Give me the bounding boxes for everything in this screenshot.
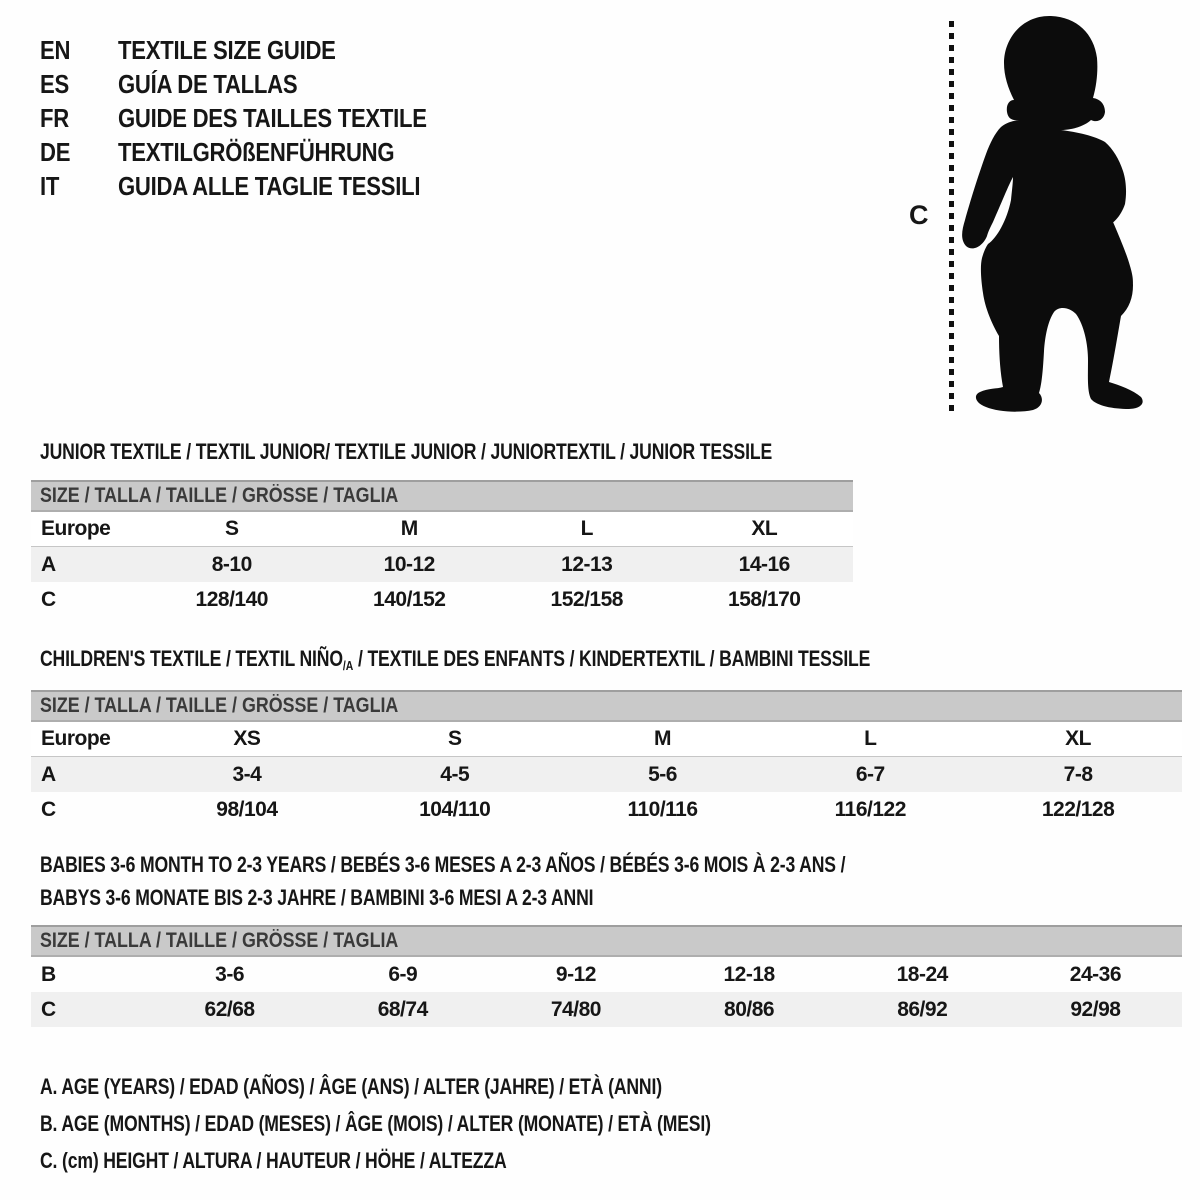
legend-line-b: B. AGE (MONTHS) / EDAD (MESES) / ÂGE (MOIS) / ALTER (MONATE) / ETÀ (MESI) — [40, 1111, 711, 1136]
children-age-row — [31, 757, 1182, 792]
size-column-header: S — [224, 517, 239, 540]
size-cell: 6-9 — [388, 962, 418, 986]
row-label: A — [41, 552, 56, 576]
region-label: Europe — [41, 517, 111, 540]
children-height-row — [31, 792, 1182, 827]
size-column-header: XL — [751, 517, 778, 540]
language-title-list — [40, 33, 481, 203]
size-column-header: XS — [233, 727, 261, 750]
language-row-fr — [40, 101, 481, 135]
size-cell: 140/152 — [373, 587, 446, 611]
size-cell: 152/158 — [550, 587, 623, 611]
size-cell: 86/92 — [897, 997, 948, 1021]
size-header-bar — [31, 925, 1182, 957]
language-title: GUIDA ALLE TAGLIE TESSILI — [118, 170, 421, 201]
babies-title-line2: BABYS 3-6 MONATE BIS 2-3 JAHRE / BAMBINI 3-6 MESI A 2-3 ANNI — [40, 885, 594, 910]
language-row-it — [40, 169, 481, 203]
language-row-en — [40, 33, 481, 67]
size-cell: 128/140 — [195, 587, 268, 611]
size-column-header: M — [653, 727, 671, 750]
language-title: TEXTILE SIZE GUIDE — [118, 34, 336, 65]
children-title-sub: /A — [342, 658, 354, 673]
size-cell: 12-13 — [561, 552, 613, 576]
language-code: ES — [40, 68, 69, 99]
height-label-c: C — [909, 200, 929, 230]
size-header-bar — [31, 480, 853, 512]
babies-section-title — [40, 848, 1047, 914]
children-title-post: / TEXTILE DES ENFANTS / KINDERTEXTIL / BAMBINI TESSILE — [353, 646, 871, 671]
children-section-title — [40, 642, 870, 682]
junior-height-row — [31, 582, 853, 617]
size-cell: 92/98 — [1070, 997, 1121, 1021]
children-size-table — [31, 690, 1182, 827]
row-label: C — [41, 997, 56, 1021]
row-label: C — [41, 587, 56, 611]
size-column-header: XL — [1065, 727, 1092, 750]
size-header-text: SIZE / TALLA / TAILLE / GRÖSSE / TAGLIA — [40, 484, 399, 507]
size-cell: 24-36 — [1069, 962, 1122, 986]
size-cell: 158/170 — [728, 587, 801, 611]
junior-section-title: JUNIOR TEXTILE / TEXTIL JUNIOR/ TEXTILE JUNIOR / JUNIORTEXTIL / JUNIOR TESSILE — [40, 439, 773, 464]
junior-age-row — [31, 547, 853, 582]
size-header-text: SIZE / TALLA / TAILLE / GRÖSSE / TAGLIA — [40, 694, 399, 717]
language-title: TEXTILGRÖßENFÜHRUNG — [118, 136, 395, 167]
babies-title-line1: BABIES 3-6 MONTH TO 2-3 YEARS / BEBÉS 3-6 MESES A 2-3 AÑOS / BÉBÉS 3-6 MOIS À 2-3 ANS / — [40, 852, 846, 877]
row-label: C — [41, 797, 56, 821]
row-label: B — [41, 962, 56, 986]
language-title: GUIDE DES TAILLES TEXTILE — [118, 102, 427, 133]
language-row-es — [40, 67, 481, 101]
size-cell: 62/68 — [204, 997, 255, 1021]
size-column-header: S — [447, 727, 462, 750]
region-label: Europe — [41, 727, 111, 750]
size-cell: 3-4 — [232, 762, 262, 786]
size-cell: 7-8 — [1063, 762, 1093, 786]
size-cell: 74/80 — [550, 997, 601, 1021]
size-cell: 98/104 — [216, 797, 278, 821]
size-header-text: SIZE / TALLA / TAILLE / GRÖSSE / TAGLIA — [40, 929, 399, 952]
size-cell: 5-6 — [648, 762, 677, 786]
size-column-header: L — [864, 727, 877, 750]
size-cell: 18-24 — [896, 962, 948, 986]
row-label: A — [41, 762, 56, 786]
size-cell: 3-6 — [215, 962, 244, 986]
babies-height-row — [31, 992, 1182, 1027]
size-cell: 9-12 — [555, 962, 596, 986]
babies-months-row — [31, 957, 1182, 992]
size-cell: 110/116 — [627, 797, 698, 821]
babies-size-table — [31, 925, 1182, 1027]
size-header-bar — [31, 690, 1182, 722]
children-columns-row — [31, 722, 1182, 757]
size-cell: 104/110 — [419, 797, 491, 821]
language-code: EN — [40, 34, 71, 65]
size-cell: 116/122 — [834, 797, 906, 821]
legend-line-a: A. AGE (YEARS) / EDAD (AÑOS) / ÂGE (ANS) / ALTER (JAHRE) / ETÀ (ANNI) — [40, 1074, 662, 1099]
toddler-silhouette-image — [945, 8, 1145, 428]
language-title: GUÍA DE TALLAS — [118, 68, 298, 99]
junior-size-table — [31, 480, 853, 617]
junior-columns-row — [31, 512, 853, 547]
size-column-header: M — [400, 517, 418, 540]
size-cell: 4-5 — [440, 762, 470, 786]
size-cell: 10-12 — [383, 552, 435, 576]
language-code: IT — [40, 170, 60, 201]
size-cell: 12-18 — [723, 962, 775, 986]
size-column-header: L — [580, 517, 593, 540]
legend — [40, 1068, 878, 1179]
children-title-pre: CHILDREN'S TEXTILE / TEXTIL NIÑO — [40, 646, 343, 671]
size-cell: 6-7 — [855, 762, 885, 786]
size-cell: 68/74 — [377, 997, 428, 1021]
size-cell: 8-10 — [211, 552, 252, 576]
language-code: FR — [40, 102, 69, 133]
language-row-de — [40, 135, 481, 169]
size-cell: 14-16 — [738, 552, 790, 576]
size-cell: 122/128 — [1041, 797, 1115, 821]
size-cell: 80/86 — [724, 997, 775, 1021]
language-code: DE — [40, 136, 71, 167]
legend-line-c: C. (cm) HEIGHT / ALTURA / HAUTEUR / HÖHE / ALTEZZA — [40, 1148, 507, 1173]
